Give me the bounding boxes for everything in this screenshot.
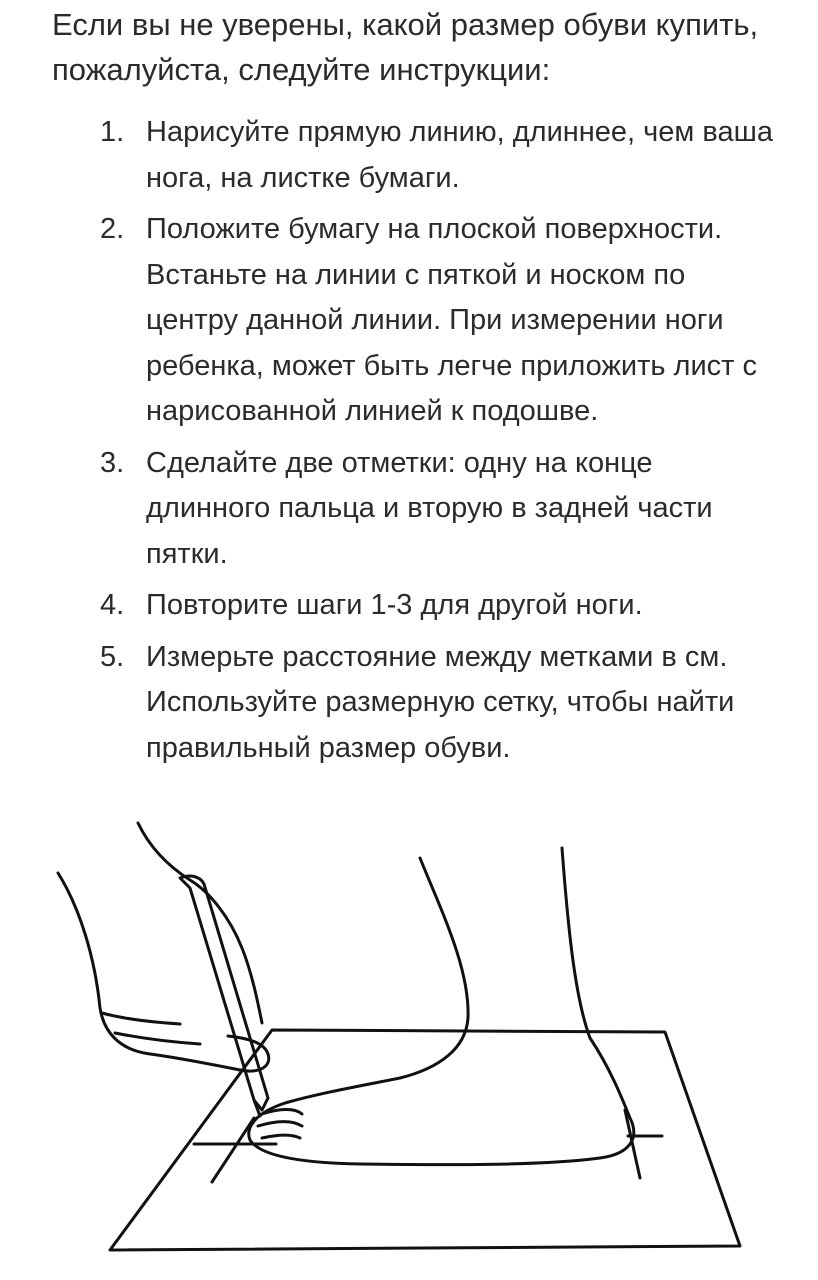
- foot-measuring-illustration: [40, 818, 780, 1258]
- intro-text: Если вы не уверены, какой размер обуви купить, пожалуйста, следуйте инструкции:: [52, 7, 759, 87]
- foot-outline: [249, 848, 634, 1165]
- step-number: 1.: [100, 116, 125, 148]
- step-text: Измерьте расстояние между метками в см. Используйте размерную сетку, чтобы найти правильный размер обуви.: [146, 640, 735, 764]
- step-number: 4.: [100, 589, 125, 621]
- toe-mark: [212, 1118, 254, 1182]
- step-text: Положите бумагу на плоской поверхности. Встаньте на линии с пяткой и носком по центру данной линии. При измерении ноги ребенка, может быть легче приложить лист с нарисованной линией к подошве.: [146, 213, 757, 427]
- toe-lines: [258, 1110, 302, 1139]
- step-number: 3.: [100, 446, 125, 479]
- instruction-step-2: [90, 207, 780, 435]
- step-number: 2.: [100, 213, 125, 245]
- step-text: Нарисуйте прямую линию, длиннее, чем ваша нога, на листке бумаги.: [146, 116, 773, 194]
- instruction-list: [90, 110, 780, 777]
- instruction-step-5: [90, 635, 780, 772]
- step-number: 5.: [100, 640, 125, 673]
- instruction-step-3: [90, 441, 780, 578]
- step-text: Повторите шаги 1-3 для другой ноги.: [146, 589, 643, 621]
- hand-outline: [58, 823, 269, 1071]
- step-text: Сделайте две отметки: одну на конце длинного пальца и вторую в задней части пятки.: [146, 446, 713, 570]
- instruction-step-4: [90, 583, 780, 629]
- instruction-step-1: [90, 110, 780, 201]
